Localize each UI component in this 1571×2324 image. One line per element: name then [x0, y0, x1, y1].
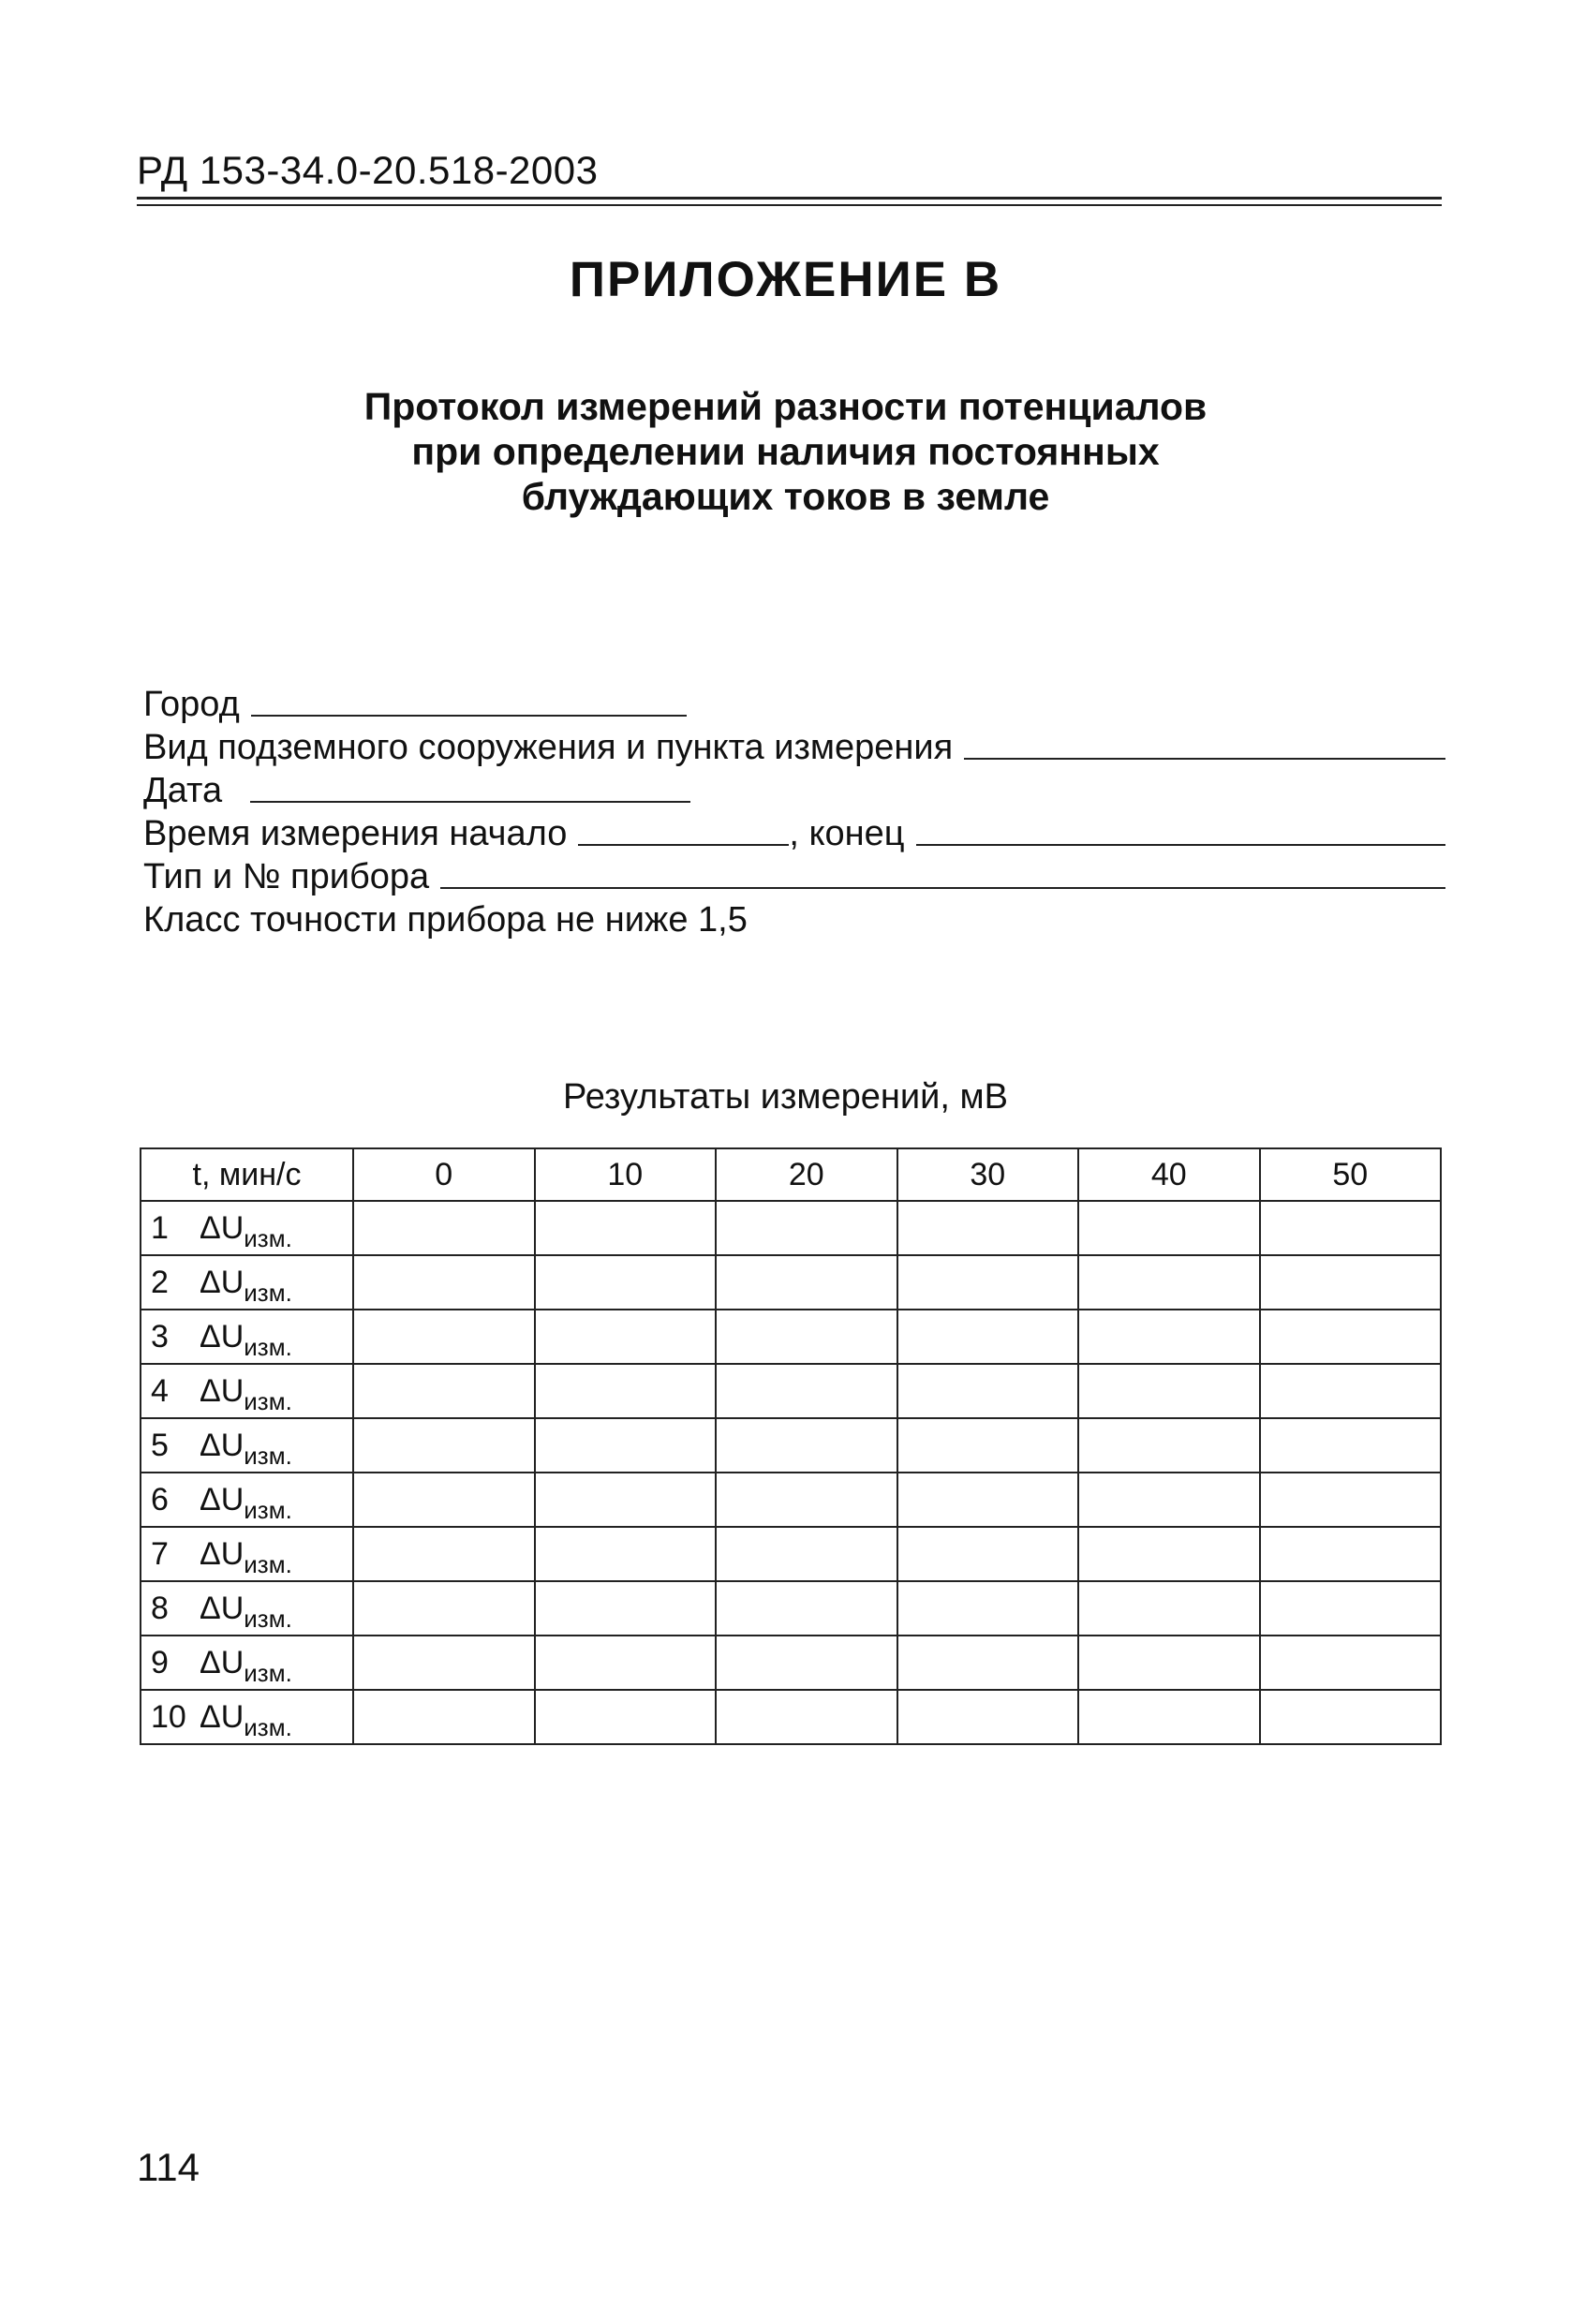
row-number: 10	[151, 1698, 186, 1735]
date-label: Дата	[143, 771, 223, 810]
row-label-cell	[141, 1201, 353, 1255]
page-number: 114	[137, 2145, 200, 2189]
table-row	[141, 1473, 1441, 1527]
device-input-line[interactable]	[440, 887, 1445, 889]
row-number: 9	[151, 1644, 169, 1680]
header-rule	[137, 197, 1442, 200]
row-label-cell	[141, 1636, 353, 1690]
measurement-cell[interactable]	[353, 1201, 535, 1255]
measurement-cell[interactable]	[1260, 1364, 1442, 1418]
row-quantity-subscript: изм.	[244, 1223, 292, 1252]
measurement-cell[interactable]	[353, 1527, 535, 1581]
column-header: 10	[535, 1148, 717, 1201]
time-header-cell: t, мин/с	[141, 1148, 353, 1201]
table-row	[141, 1310, 1441, 1364]
row-label-cell	[141, 1310, 353, 1364]
measurement-cell[interactable]	[1260, 1527, 1442, 1581]
row-quantity-subscript: изм.	[244, 1386, 292, 1415]
time-start-input-line[interactable]	[578, 844, 789, 846]
table-caption: Результаты измерений, мВ	[563, 1077, 1008, 1117]
table-row	[141, 1255, 1441, 1310]
row-number: 1	[151, 1209, 169, 1246]
measurement-cell[interactable]	[1078, 1255, 1260, 1310]
row-quantity-label: ΔU	[200, 1264, 245, 1300]
row-quantity-subscript: изм.	[244, 1278, 292, 1307]
structure-label: Вид подземного сооружения и пункта измерения	[143, 728, 954, 767]
row-quantity-subscript: изм.	[244, 1332, 292, 1361]
row-number: 7	[151, 1535, 169, 1572]
measurement-cell[interactable]	[1078, 1636, 1260, 1690]
document-code: РД 153-34.0-20.518-2003	[137, 148, 599, 192]
measurement-cell[interactable]	[353, 1255, 535, 1310]
table-row	[141, 1418, 1441, 1473]
row-number: 4	[151, 1372, 169, 1409]
measurement-cell[interactable]	[1078, 1310, 1260, 1364]
row-number: 5	[151, 1427, 169, 1463]
time-field	[143, 811, 1445, 854]
column-header: 40	[1078, 1148, 1260, 1201]
appendix-title: ПРИЛОЖЕНИЕ В	[569, 252, 1002, 307]
accuracy-label: Класс точности прибора не ниже 1,5	[143, 900, 748, 940]
measurement-cell[interactable]	[353, 1473, 535, 1527]
row-number: 8	[151, 1590, 169, 1626]
row-quantity-label: ΔU	[200, 1209, 245, 1246]
measurement-cell[interactable]	[1260, 1255, 1442, 1310]
row-label-cell	[141, 1364, 353, 1418]
row-quantity-label: ΔU	[200, 1481, 245, 1517]
measurement-cell[interactable]	[535, 1201, 717, 1255]
row-label-cell	[141, 1418, 353, 1473]
measurement-cell[interactable]	[1260, 1310, 1442, 1364]
row-label-cell	[141, 1690, 353, 1744]
measurement-cell[interactable]	[897, 1255, 1079, 1310]
time-start-label: Время измерения начало	[143, 814, 568, 853]
table-row	[141, 1690, 1441, 1744]
form-fields	[143, 682, 1445, 940]
measurement-cell[interactable]	[1078, 1581, 1260, 1636]
table-row	[141, 1527, 1441, 1581]
measurement-cell[interactable]	[535, 1255, 717, 1310]
measurement-cell[interactable]	[1260, 1636, 1442, 1690]
row-quantity-subscript: изм.	[244, 1441, 292, 1470]
measurement-cell[interactable]	[1078, 1418, 1260, 1473]
date-input-line[interactable]	[250, 801, 690, 803]
date-field	[143, 768, 1445, 811]
protocol-title-line-1: Протокол измерений разности потенциалов	[363, 385, 1208, 428]
measurement-cell[interactable]	[535, 1310, 717, 1364]
row-label-cell	[141, 1473, 353, 1527]
measurement-cell[interactable]	[716, 1473, 897, 1527]
protocol-title-line-3: блуждающих токов в земле	[521, 475, 1050, 518]
measurement-cell[interactable]	[716, 1527, 897, 1581]
measurement-cell[interactable]	[353, 1364, 535, 1418]
row-number: 2	[151, 1264, 169, 1300]
row-label-cell	[141, 1255, 353, 1310]
measurement-cell[interactable]	[1078, 1690, 1260, 1744]
row-quantity-label: ΔU	[200, 1644, 245, 1680]
structure-field	[143, 725, 1445, 768]
city-field	[143, 682, 1445, 725]
table-row	[141, 1581, 1441, 1636]
accuracy-note	[143, 897, 1445, 940]
row-quantity-label: ΔU	[200, 1698, 245, 1735]
row-quantity-label: ΔU	[200, 1372, 245, 1409]
row-quantity-subscript: изм.	[244, 1495, 292, 1524]
city-input-line[interactable]	[251, 715, 687, 717]
column-header: 30	[897, 1148, 1079, 1201]
table-row	[141, 1364, 1441, 1418]
measurement-cell[interactable]	[1078, 1527, 1260, 1581]
row-quantity-label: ΔU	[200, 1535, 245, 1572]
column-header: 0	[353, 1148, 535, 1201]
measurement-cell[interactable]	[535, 1636, 717, 1690]
measurement-cell[interactable]	[716, 1581, 897, 1636]
row-quantity-subscript: изм.	[244, 1549, 292, 1578]
measurement-cell[interactable]	[716, 1255, 897, 1310]
measurement-cell[interactable]	[897, 1418, 1079, 1473]
table-row	[141, 1636, 1441, 1690]
measurement-cell[interactable]	[353, 1310, 535, 1364]
row-label-cell	[141, 1527, 353, 1581]
measurement-cell[interactable]	[716, 1310, 897, 1364]
row-quantity-subscript: изм.	[244, 1604, 292, 1633]
measurement-cell[interactable]	[897, 1581, 1079, 1636]
city-label: Город	[143, 685, 240, 724]
row-quantity-subscript: изм.	[244, 1658, 292, 1687]
measurement-cell[interactable]	[716, 1201, 897, 1255]
measurement-cell[interactable]	[535, 1364, 717, 1418]
measurement-cell[interactable]	[716, 1418, 897, 1473]
column-header: 50	[1260, 1148, 1442, 1201]
device-label: Тип и № прибора	[143, 857, 430, 896]
time-end-input-line[interactable]	[916, 844, 1445, 846]
header-rule-thin	[137, 204, 1442, 206]
measurement-cell[interactable]	[1260, 1581, 1442, 1636]
time-end-label: , конец	[789, 814, 905, 853]
row-number: 6	[151, 1481, 169, 1517]
measurement-cell[interactable]	[897, 1310, 1079, 1364]
measurement-cell[interactable]	[535, 1581, 717, 1636]
row-quantity-label: ΔU	[200, 1318, 245, 1354]
measurement-cell[interactable]	[897, 1473, 1079, 1527]
row-quantity-label: ΔU	[200, 1427, 245, 1463]
measurement-cell[interactable]	[897, 1690, 1079, 1744]
measurement-cell[interactable]	[353, 1581, 535, 1636]
measurement-cell[interactable]	[1260, 1418, 1442, 1473]
measurement-cell[interactable]	[1260, 1690, 1442, 1744]
measurement-cell[interactable]	[535, 1690, 717, 1744]
protocol-title-line-2: при определении наличия постоянных	[411, 430, 1160, 473]
row-label-cell	[141, 1581, 353, 1636]
table-row	[141, 1201, 1441, 1255]
measurement-cell[interactable]	[535, 1473, 717, 1527]
measurement-cell[interactable]	[1078, 1364, 1260, 1418]
measurement-cell[interactable]	[716, 1364, 897, 1418]
row-number: 3	[151, 1318, 169, 1354]
measurement-cell[interactable]	[1078, 1473, 1260, 1527]
protocol-title	[0, 384, 1571, 519]
measurement-cell[interactable]	[716, 1690, 897, 1744]
measurement-cell[interactable]	[353, 1690, 535, 1744]
results-table	[140, 1147, 1442, 1745]
measurement-cell[interactable]	[1260, 1201, 1442, 1255]
measurement-cell[interactable]	[1260, 1473, 1442, 1527]
measurement-cell[interactable]	[897, 1636, 1079, 1690]
measurement-cell[interactable]	[353, 1636, 535, 1690]
measurement-cell[interactable]	[535, 1527, 717, 1581]
column-header: 20	[716, 1148, 897, 1201]
measurement-cell[interactable]	[1078, 1201, 1260, 1255]
measurement-cell[interactable]	[897, 1364, 1079, 1418]
measurement-cell[interactable]	[897, 1201, 1079, 1255]
measurement-cell[interactable]	[535, 1418, 717, 1473]
measurement-cell[interactable]	[716, 1636, 897, 1690]
measurement-cell[interactable]	[897, 1527, 1079, 1581]
row-quantity-subscript: изм.	[244, 1712, 292, 1741]
row-quantity-label: ΔU	[200, 1590, 245, 1626]
structure-input-line[interactable]	[964, 758, 1445, 760]
device-field	[143, 854, 1445, 897]
measurement-cell[interactable]	[353, 1418, 535, 1473]
table-header-row	[141, 1148, 1441, 1201]
